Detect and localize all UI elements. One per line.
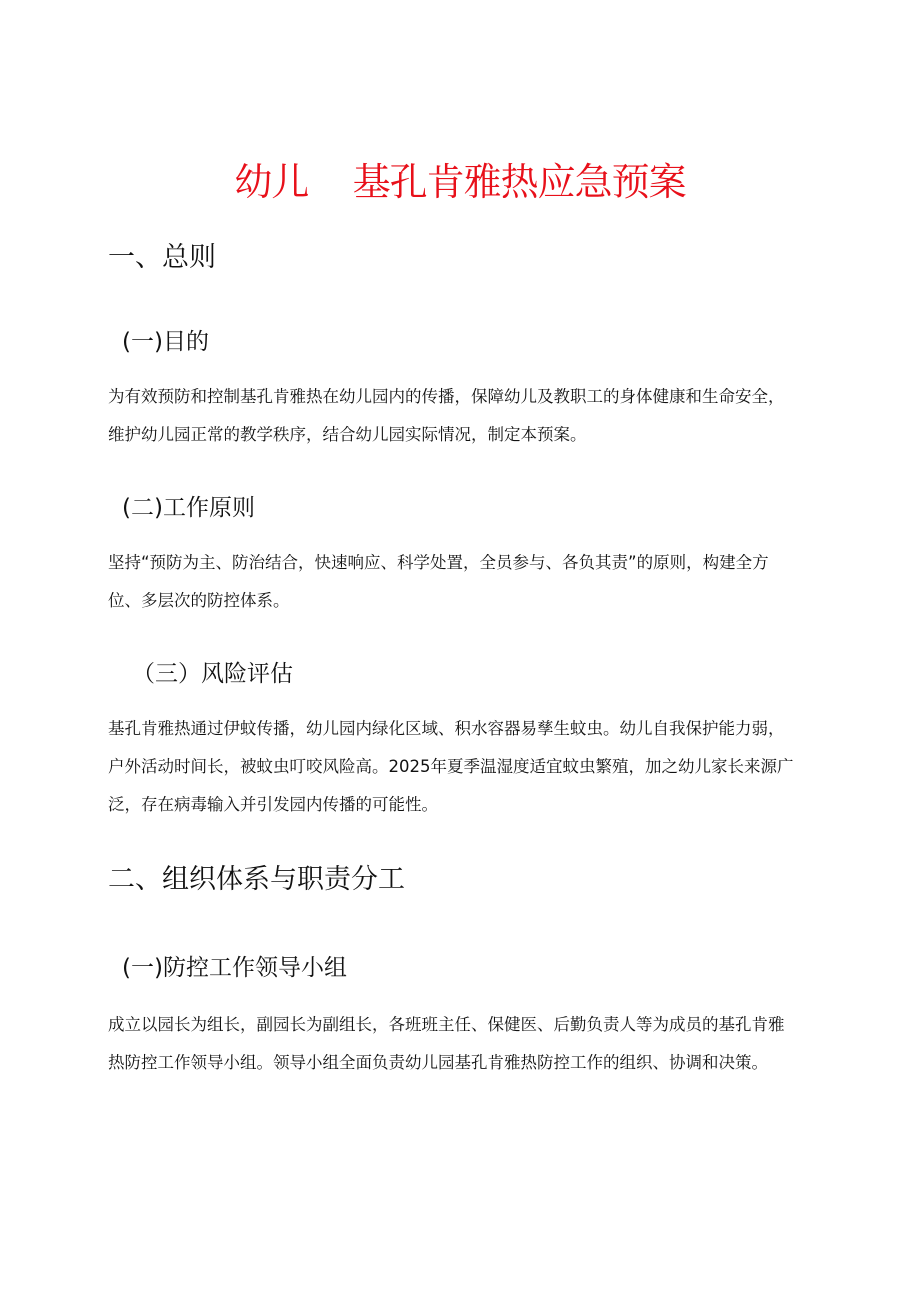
paragraph-leadership	[108, 1006, 814, 1082]
section-heading-general: 一、总则	[108, 242, 216, 273]
subsection-heading-purpose: (一)目的	[122, 329, 209, 355]
paragraph-line: 户外活动时间长，被蚊虫叮咬风险高。2025年夏季温湿度适宜蚊虫繁殖，加之幼儿家长来源广	[108, 757, 794, 776]
paragraph-line: 为有效预防和控制基孔肯雅热在幼儿园内的传播，保障幼儿及教职工的身体健康和生命安全，	[108, 387, 785, 406]
paragraph-line: 热防控工作领导小组。领导小组全面负责幼儿园基孔肯雅热防控工作的组织、协调和决策。	[108, 1053, 768, 1072]
paragraph-line: 坚持“预防为主、防治结合，快速响应、科学处置，全员参与、各负其责”的原则，构建全方	[108, 553, 769, 572]
document-title: 幼儿 基孔肯雅热应急预案	[234, 160, 686, 204]
paragraph-risk	[108, 710, 814, 824]
paragraph-line: 成立以园长为组长，副园长为副组长，各班班主任、保健医、后勤负责人等为成员的基孔肯雅	[108, 1015, 785, 1034]
paragraph-line: 维护幼儿园正常的教学秩序，结合幼儿园实际情况，制定本预案。	[108, 425, 587, 444]
paragraph-line: 基孔肯雅热通过伊蚊传播，幼儿园内绿化区域、积水容器易孳生蚊虫。幼儿自我保护能力弱，	[108, 719, 785, 738]
paragraph-line: 位、多层次的防控体系。	[108, 591, 290, 610]
paragraph-purpose	[108, 378, 814, 454]
paragraph-line: 泛，存在病毒输入并引发园内传播的可能性。	[108, 795, 438, 814]
subsection-heading-principles: (二)工作原则	[122, 495, 255, 521]
section-heading-organization: 二、组织体系与职责分工	[108, 864, 405, 895]
paragraph-principles	[108, 544, 814, 620]
subsection-heading-leadership: (一)防控工作领导小组	[122, 955, 347, 981]
subsection-heading-risk: （三）风险评估	[132, 661, 293, 687]
